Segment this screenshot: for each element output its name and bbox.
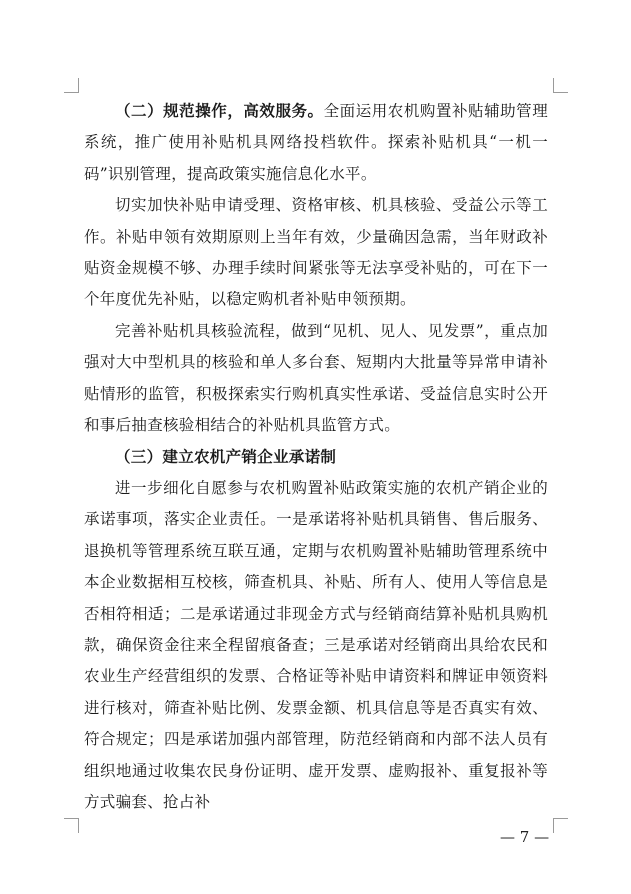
page-number: — 7 — [500, 828, 550, 846]
crop-mark-bottom-right [553, 818, 568, 833]
crop-mark-bottom-left [64, 818, 79, 833]
paragraph-text: 全面运用农机购置补贴辅助管理系统，推广使用补贴机具网络投档软件。探索补贴机具“一机一码”识别管理，提高政策实施信息化水平。 [84, 102, 549, 183]
section-heading: （三）建立农机产销企业承诺制 [115, 447, 337, 467]
crop-mark-top-left [64, 78, 79, 93]
paragraph-lead: （二）规范操作，高效服务。 [115, 101, 324, 120]
paragraph-enterprise-commitment [84, 473, 548, 818]
crop-mark-top-right [553, 78, 568, 93]
paragraph-verification-process [84, 316, 548, 442]
paragraph-text: 进一步细化自愿参与农机购置补贴政策实施的农机产销企业的承诺事项，落实企业责任。一是承诺将补贴机具销售、售后服务、退换机等管理系统互联互通，定期与农机购置补贴辅助管理系统中本企业数据相互校核，筛查机具、补贴、所有人、使用人等信息是否相符相适；二是承诺通过非现金方式与经销商结算补贴机具购机款，确保资金往来全程留痕备查；三是承诺对经销商出具给农民和农业生产经营组织的发票、合格证等补贴申请资料和牌证申领资料进行核对，筛查补贴比例、发票金额、机具信息等是否真实有效、符合规定；四是承诺加强内部管理，防范经销商和内部不法人员有组织地通过收集农民身份证明、虚开发票、虚购报补、重复报补等方式骗套、抢占补 [84, 478, 548, 811]
paragraph-text: 切实加快补贴申请受理、资格审核、机具核验、受益公示等工作。补贴申领有效期原则上当年有效，少量确因急需，当年财政补贴资金规模不够、办理手续时间紧张等无法享受补贴的，可在下一个年度优先补贴，以稳定购机者补贴申领预期。 [84, 196, 548, 309]
paragraph-text: 完善补贴机具核验流程，做到“见机、见人、见发票”，重点加强对大中型机具的核验和单人多台套、短期内大批量等异常申请补贴情形的监管，积极探索实行购机真实性承诺、受益信息实时公开和事后抽查核验相结合的补贴机具监管方式。 [84, 321, 548, 435]
document-body [84, 95, 548, 818]
paragraph-standard-operation [84, 95, 548, 190]
paragraph-subsidy-application [84, 190, 548, 316]
